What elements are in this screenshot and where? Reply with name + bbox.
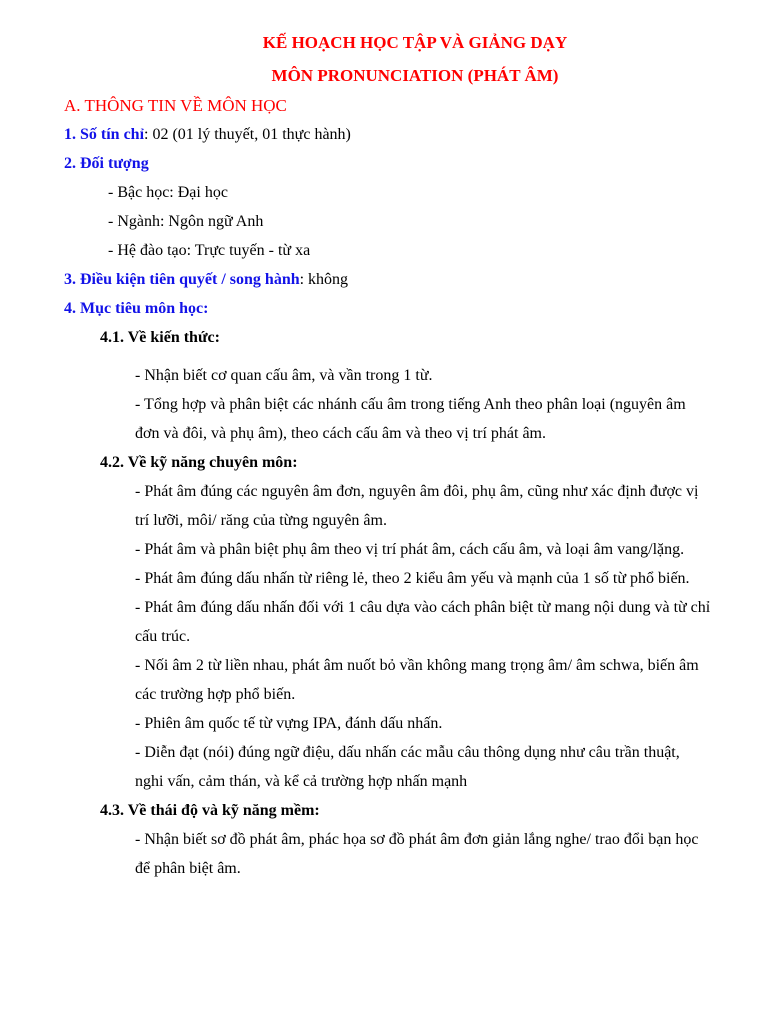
item-2-line: - Bậc học: Đại học <box>108 184 228 201</box>
skill-line: trí lưỡi, môi/ răng của từng nguyên âm. <box>135 512 387 529</box>
skill-line: cấu trúc. <box>135 628 191 645</box>
page-title-line-1: KẾ HOẠCH HỌC TẬP VÀ GIẢNG DẠY <box>262 33 568 52</box>
knowledge-line: - Tổng hợp và phân biệt các nhánh cấu âm trong tiếng Anh theo phân loại (nguyên âm <box>135 396 686 413</box>
attitude-line: để phân biệt âm. <box>135 860 241 877</box>
skill-line: - Nối âm 2 từ liền nhau, phát âm nuốt bỏ vần không mang trọng âm/ âm schwa, biến âm <box>135 657 699 674</box>
item-2-label: 2. Đối tượng <box>64 155 149 172</box>
item-3-value: : không <box>299 271 349 288</box>
skill-line: các trường hợp phổ biến. <box>135 686 296 703</box>
skill-line: - Phát âm và phân biệt phụ âm theo vị trí phát âm, cách cấu âm, và loại âm vang/lặng. <box>135 541 685 558</box>
knowledge-line: đơn và đôi, và phụ âm), theo cách cấu âm và theo vị trí phát âm. <box>135 425 546 442</box>
item-1 <box>64 126 351 144</box>
subheading-4-2: 4.2. Về kỹ năng chuyên môn: <box>100 454 298 471</box>
subheading-4-3: 4.3. Về thái độ và kỹ năng mềm: <box>100 802 320 819</box>
skill-line: - Phát âm đúng dấu nhấn đối với 1 câu dựa vào cách phân biệt từ mang nội dung và từ chỉ <box>135 599 711 616</box>
knowledge-line: - Nhận biết cơ quan cấu âm, và vần trong 1 từ. <box>135 367 433 384</box>
attitude-line: - Nhận biết sơ đồ phát âm, phác họa sơ đồ phát âm đơn giản lắng nghe/ trao đổi bạn học <box>135 831 699 848</box>
item-1-label: 1. Số tín chỉ <box>64 126 145 143</box>
skill-line: - Phát âm đúng các nguyên âm đơn, nguyên âm đôi, phụ âm, cũng như xác định được vị <box>135 483 699 500</box>
skill-line: - Phiên âm quốc tế từ vựng IPA, đánh dấu nhấn. <box>135 715 443 732</box>
item-3-label: 3. Điều kiện tiên quyết / song hành <box>64 271 300 288</box>
section-a-heading: A. THÔNG TIN VỀ MÔN HỌC <box>64 96 287 115</box>
item-1-value: : 02 (01 lý thuyết, 01 thực hành) <box>144 126 351 143</box>
page-title-line-2: MÔN PRONUNCIATION (PHÁT ÂM) <box>271 66 559 85</box>
subheading-4-1: 4.1. Về kiến thức: <box>100 329 220 346</box>
skill-line: - Phát âm đúng dấu nhấn từ riêng lẻ, theo 2 kiểu âm yếu và mạnh của 1 số từ phổ biến. <box>135 570 690 587</box>
item-3 <box>64 271 348 289</box>
skill-line: - Diễn đạt (nói) đúng ngữ điệu, dấu nhấn các mẫu câu thông dụng như câu trần thuật, <box>135 744 680 761</box>
skill-line: nghi vấn, cảm thán, và kể cả trường hợp nhấn mạnh <box>135 773 468 790</box>
item-2-line: - Ngành: Ngôn ngữ Anh <box>108 213 264 230</box>
item-2-line: - Hệ đào tạo: Trực tuyến - từ xa <box>108 242 311 259</box>
item-4-label: 4. Mục tiêu môn học: <box>64 300 209 317</box>
